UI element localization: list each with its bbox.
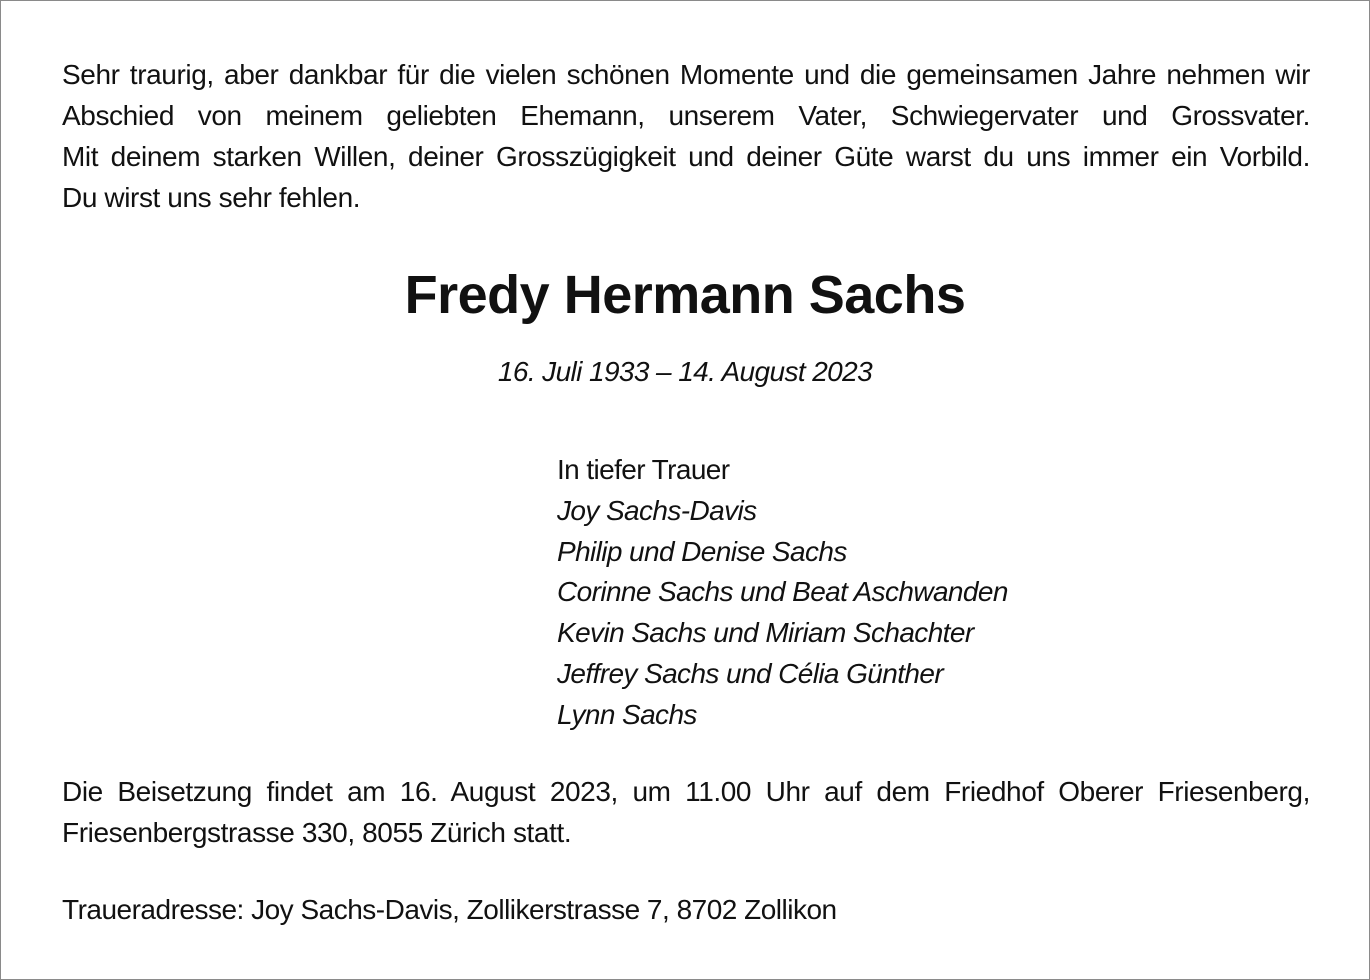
- burial-line: Friesenbergstrasse 330, 8055 Zürich statt.: [62, 817, 572, 848]
- mourner-name: Kevin Sachs und Miriam Schachter: [557, 617, 974, 649]
- intro-line: Abschied von meinem geliebten Ehemann, unserem Vater, Schwiegervater und Grossvater.: [62, 100, 1310, 131]
- mourner-name: Philip und Denise Sachs: [557, 535, 847, 567]
- deceased-name: Fredy Hermann Sachs: [404, 265, 966, 325]
- intro-line: Mit deinem starken Willen, deiner Grosszügigkeit und deiner Güte warst du uns immer ein Vorbild.: [62, 141, 1310, 172]
- burial-paragraph: [62, 771, 1310, 853]
- mourning-address: Traueradresse: Joy Sachs-Davis, Zollikerstrasse 7, 8702 Zollikon: [62, 894, 837, 925]
- mourners-heading: In tiefer Trauer: [557, 454, 730, 485]
- intro-line: Du wirst uns sehr fehlen.: [62, 182, 361, 213]
- burial-line: Die Beisetzung findet am 16. August 2023, um 11.00 Uhr auf dem Friedhof Oberer Friesenberg,: [62, 776, 1310, 807]
- mourners-list: [557, 450, 1008, 736]
- mourner-name: Lynn Sachs: [557, 698, 697, 730]
- mourner-name: Jeffrey Sachs und Célia Günther: [557, 657, 944, 689]
- mourner-name: Corinne Sachs und Beat Aschwanden: [557, 576, 1008, 608]
- intro-paragraph: [62, 54, 1310, 218]
- life-dates: 16. Juli 1933 – 14. August 2023: [497, 356, 873, 387]
- intro-line: Sehr traurig, aber dankbar für die vielen schönen Momente und die gemeinsamen Jahre nehmen wir: [62, 59, 1310, 90]
- mourner-name: Joy Sachs-Davis: [557, 494, 757, 526]
